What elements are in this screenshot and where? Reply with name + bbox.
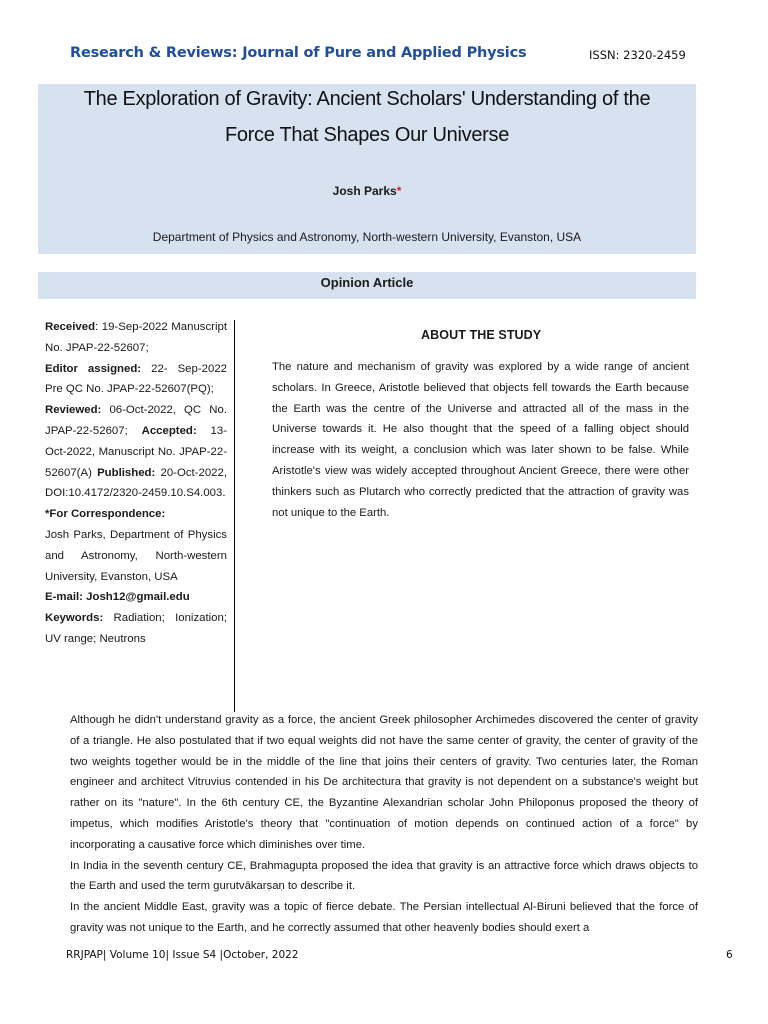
column-divider [234,320,235,712]
received-label: Received [45,321,96,333]
editor-assigned [45,359,227,401]
editor-value: 22- Sep-2022 Pre QC No. JPAP-22-52607(PQ); [45,362,227,396]
affiliation: Department of Physics and Astronomy, North-western University, Evanston, USA [152,230,582,244]
received-value: : 19-Sep-2022 Manuscript No. JPAP-22-52607; [45,321,227,354]
body-paragraph-2: In India in the seventh century CE, Brahmagupta proposed the idea that gravity is an attractive force which draws objects to the Earth and used the term gurutvākarṣaṇ to describe it. [70,859,698,893]
published-value: 20-Oct-2022, DOI:10.4172/2320-2459.10.S4.003. [45,466,227,500]
article-title-line-2: Force That Shapes Our Universe [224,124,510,146]
article-metadata [45,317,227,650]
section-heading: ABOUT THE STUDY [421,328,542,342]
main-text [70,710,698,939]
body-paragraph-3: In the ancient Middle East, gravity was a topic of fierce debate. The Persian intellectual Al-Biruni believed that the force of gravity was not unique to the Earth, and he correctly assumed that other heavenly bodies should exert a [70,901,698,934]
email-value[interactable]: Josh12@gmail.edu [82,591,190,604]
keywords-label: Keywords: [45,612,104,625]
accepted-value: 13-Oct-2022, Manuscript No. JPAP-22-52607(A) [45,424,227,479]
email [45,587,227,608]
correspondence-label [45,504,227,525]
footer-citation: RRJPAP| Volume 10| Issue S4 |October, 2022 [66,949,299,961]
issn: ISSN: 2320-2459 [589,48,686,62]
published-label: Published: [97,466,156,479]
review-dates [45,400,227,504]
correspondence-mark: * [396,184,402,198]
page-number: 6 [726,949,733,961]
correspondence-value: Josh Parks, Department of Physics and Astronomy, North-western University, Evanston, USA [45,528,227,583]
author [38,184,696,198]
body-paragraph-1: Although he didn't understand gravity as a force, the ancient Greek philosopher Archimedes discovered the center of gravity of a triangle. He also postulated that if two equal weights did not have the same center of gravity, the center of gravity of the two weights together would be in the middle of the line that joins their centers of gravity. Two centuries later, the Roman engineer and architect Vitruvius contended in his De architectura that gravity is not dependent on a substance's weight but rather on its "nature". In the 6th century CE, the Byzantine Alexandrian scholar John Philoponus proposed the theory of impetus, which modifies Aristotle's theory that "continuation of motion depends on continued action of a force" by incorporating a causative force which diminishes over time. [70,714,698,851]
keywords-value: Radiation; Ionization; UV range; Neutrons [45,612,227,645]
email-label: E-mail: [45,591,83,604]
accepted-label: Accepted: [141,424,197,437]
editor-label: Editor assigned: [45,362,142,375]
received [45,317,227,359]
article-type: Opinion Article [38,272,696,299]
correspondence-heading: *For Correspondence: [45,508,166,521]
keywords [45,608,227,650]
reviewed-label: Reviewed: [45,404,102,417]
about-paragraph: The nature and mechanism of gravity was explored by a wide range of ancient scholars. In Greece, Aristotle believed that objects fell towards the Earth because the Earth was the centre of the Universe and attracted all of the mass in the Universe towards it. He also thought that the speed of a falling object should increase with its weight, a conclusion which was later shown to be false. While Aristotle's view was widely accepted throughout Ancient Greece, there were other thinkers such as Plutarch who correctly predicted that the attraction of gravity was not unique to the Earth. [272,361,689,519]
reviewed-value: 06-Oct-2022, QC No. JPAP-22-52607; [45,404,227,437]
title-block [38,84,696,254]
author-name: Josh Parks [332,184,397,198]
journal-name: Research & Reviews: Journal of Pure and Applied Physics [70,45,527,61]
article-title-line-1: The Exploration of Gravity: Ancient Scholars' Understanding of the [83,88,651,110]
